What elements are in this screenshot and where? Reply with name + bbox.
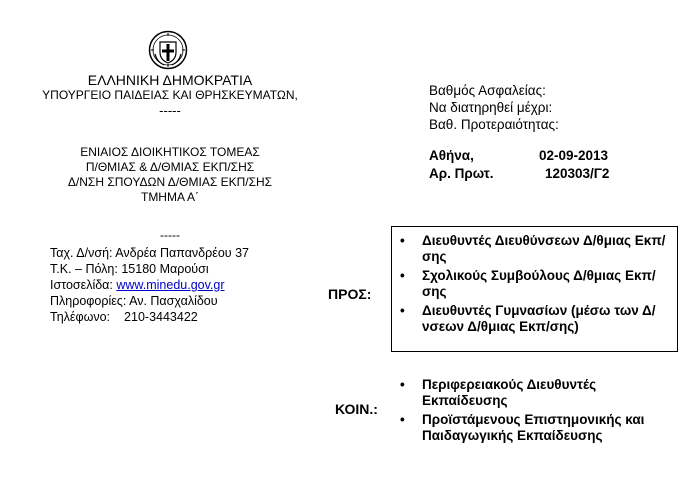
list-item-text: Προϊστάμενους Επιστημονικής και Παιδαγωγικής Εκπαίδευσης (422, 412, 645, 443)
department-title: ΤΜΗΜΑ Α΄ (140, 190, 199, 204)
directorate-title: Δ/ΝΣΗ ΣΠΟΥΔΩΝ Δ/ΘΜΙΑΣ ΕΚΠ/ΣΗΣ (67, 175, 273, 189)
republic-title: ΕΛΛΗΝΙΚΗ ΔΗΜΟΚΡΑΤΙΑ (87, 72, 253, 88)
website-link[interactable]: www.minedu.gov.gr (116, 278, 225, 292)
date-protocol (429, 148, 629, 184)
phone-label: Τηλέφωνο: (50, 310, 111, 324)
greek-emblem-icon (148, 30, 188, 70)
department-block (20, 145, 320, 205)
bullet-icon: • (400, 412, 405, 427)
sender-header (20, 73, 320, 118)
list-item (392, 412, 682, 444)
contact-block (50, 245, 249, 325)
website-label: Ιστοσελίδα: (50, 278, 117, 292)
keep-until: Να διατηρηθεί μέχρι: (429, 100, 553, 115)
phone-value: 210-3443422 (124, 310, 198, 324)
separator: ----- (160, 228, 180, 242)
bullet-icon: • (400, 303, 405, 318)
bullet-icon: • (400, 268, 405, 283)
separator: ----- (159, 103, 181, 118)
cc-list (392, 377, 682, 444)
bullet-icon: • (400, 377, 405, 392)
cc-block (392, 377, 682, 447)
bullet-icon: • (400, 233, 405, 248)
list-item-text: Διευθυντές Γυμνασίων (μέσω των Δ/νσεων Δ/θμιας Εκπ/σης) (422, 303, 656, 334)
list-item (392, 233, 671, 265)
list-item-text: Διευθυντές Διευθύνσεων Δ/θμιας Εκπ/σης (422, 233, 666, 264)
sector-title: ΕΝΙΑΙΟΣ ΔΙΟΙΚΗΤΙΚΟΣ ΤΟΜΕΑΣ (80, 145, 260, 159)
info-line: Πληροφορίες: Αν. Πασχαλίδου (50, 294, 218, 308)
recipients-box (391, 226, 678, 352)
cc-label: ΚΟΙΝ.: (335, 401, 378, 417)
list-item (392, 268, 671, 300)
date-row (429, 148, 629, 166)
education-title: Π/ΘΜΙΑΣ & Δ/ΘΜΙΑΣ ΕΚΠ/ΣΗΣ (85, 160, 255, 174)
recipients-list (392, 227, 677, 335)
date-value: 02-09-2013 (539, 148, 609, 163)
address-line: Ταχ. Δ/νσή: Ανδρέα Παπανδρέου 37 (50, 246, 249, 260)
phone-line (50, 309, 249, 325)
list-item (392, 377, 682, 409)
document-meta (429, 82, 559, 133)
priority-level: Βαθ. Προτεραιότητας: (429, 117, 559, 132)
city: Αθήνα, (429, 148, 474, 163)
list-item-text: Περιφερειακούς Διευθυντές Εκπαίδευσης (422, 377, 597, 408)
protocol-label: Αρ. Πρωτ. (429, 166, 494, 181)
protocol-row (429, 166, 629, 184)
list-item-text: Σχολικούς Συμβούλους Δ/θμιας Εκπ/σης (422, 268, 656, 299)
security-level: Βαθμός Ασφαλείας: (429, 83, 546, 98)
website-line (50, 277, 249, 293)
list-item (392, 303, 671, 335)
protocol-number: 120303/Γ2 (545, 166, 610, 181)
recipients-label: ΠΡΟΣ: (328, 286, 372, 302)
ministry-title: ΥΠΟΥΡΓΕΙΟ ΠΑΙΔΕΙΑΣ ΚΑΙ ΘΡΗΣΚΕΥΜΑΤΩΝ, (42, 88, 298, 102)
postal-line: Τ.Κ. – Πόλη: 15180 Μαρούσι (50, 262, 209, 276)
